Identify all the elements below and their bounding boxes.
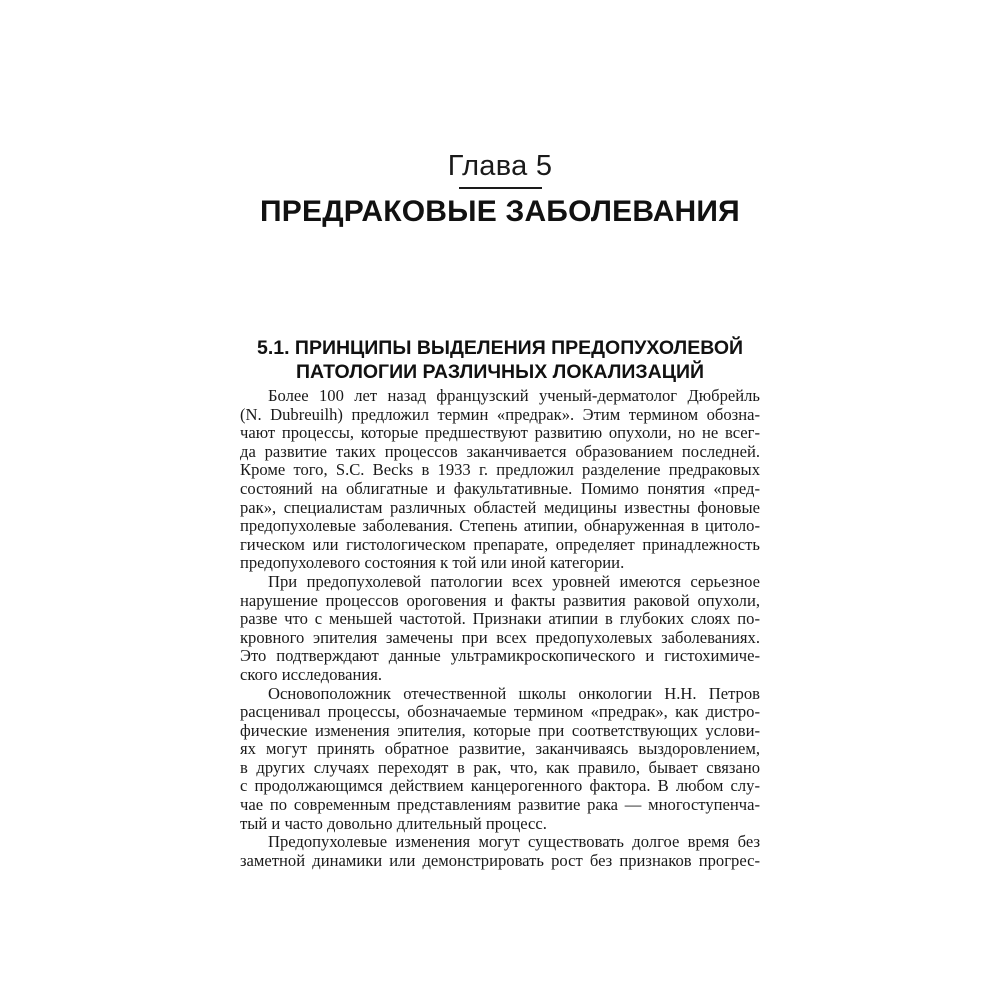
text-line: гическом или гистологическом препарате, определяет принадлежность (240, 534, 760, 554)
paragraph (240, 685, 760, 834)
text-line: При предопухолевой патологии всех уровней имеются серьезное (268, 571, 760, 591)
section-title-line: ПАТОЛОГИИ РАЗЛИЧНЫХ ЛОКАЛИЗАЦИЙ (295, 361, 705, 383)
body-text (240, 387, 760, 870)
text-line: Предопухолевые изменения могут существовать долгое время без (268, 832, 760, 852)
text-line: предопухолевые заболевания. Степень атипии, обнаруженная в цитоло- (240, 516, 760, 536)
paragraph (240, 573, 760, 685)
section-title-line: 5.1. ПРИНЦИПЫ ВЫДЕЛЕНИЯ ПРЕДОПУХОЛЕВОЙ (256, 337, 744, 359)
text-line: тый и часто довольно длительный процесс. (240, 813, 547, 833)
text-line: рак», специалистам различных областей медицины известны фоновые (240, 497, 760, 517)
text-line: Основоположник отечественной школы онкологии Н.Н. Петров (268, 683, 760, 703)
text-line: заметной динамики или демонстрировать рост без признаков прогрес- (240, 850, 760, 870)
section-title (200, 336, 800, 384)
text-line: в других случаях переходят в рак, что, как правило, бывает связано (240, 757, 760, 777)
text-line: Более 100 лет назад французский ученый-дерматолог Дюбрейль (268, 386, 760, 405)
text-line: Кроме того, S.C. Becks в 1933 г. предложил разделение предраковых (240, 460, 760, 480)
text-line: (N. Dubreuilh) предложил термин «предрак». Этим термином обозна- (240, 404, 760, 424)
text-line: Это подтверждают данные ультрамикроскопического и гистохимиче- (240, 646, 760, 666)
paragraph (240, 387, 760, 573)
chapter-label: Глава 5 (447, 150, 553, 182)
paragraph (240, 833, 760, 870)
text-line: нарушение процессов ороговения и факты развития раковой опухоли, (240, 590, 760, 610)
chapter-title: ПРЕДРАКОВЫЕ ЗАБОЛЕВАНИЯ (260, 195, 740, 228)
text-line: предопухолевого состояния к той или иной категории. (240, 553, 625, 573)
text-line: кровного эпителия замечены при всех предопухолевых заболеваниях. (240, 627, 760, 647)
text-line: фические изменения эпителия, которые при соответствующих услови- (240, 720, 760, 740)
text-line: чают процессы, которые предшествуют развитию опухоли, но не всег- (240, 423, 760, 443)
text-line: чае по современным представлениям развитие рака — многоступенча- (240, 795, 760, 815)
text-line: с продолжающимся действием канцерогенного фактора. В любом слу- (240, 776, 760, 796)
text-line: состояний на облигатные и факультативные. Помимо понятия «пред- (240, 478, 760, 498)
text-line: разве что с меньшей частотой. Признаки атипии в глубоких слоях по- (240, 609, 760, 629)
text-line: ского исследования. (240, 664, 383, 684)
text-line: расценивал процессы, обозначаемые термином «предрак», как дистро- (240, 702, 760, 722)
chapter-underline (459, 187, 542, 189)
text-line: да развитие таких процессов заканчивается образованием последней. (240, 441, 760, 461)
text-line: ях могут принять обратное развитие, заканчиваясь выздоровлением, (240, 739, 760, 759)
